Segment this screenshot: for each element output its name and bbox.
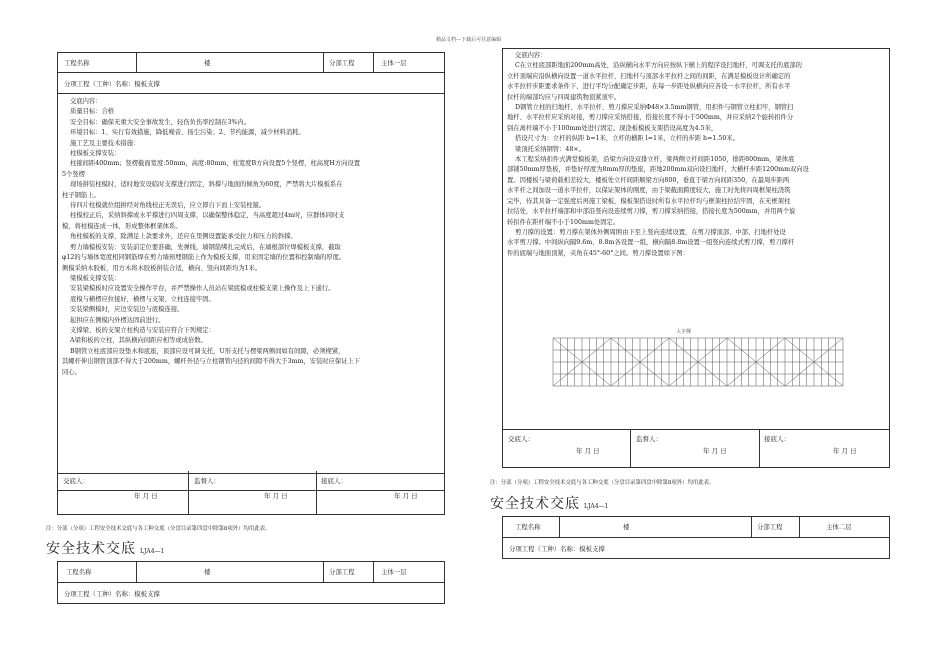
content-line: D钢管立柱的扫地杆、水平拉杆、剪刀撑应采纳Φ48×3.5mm钢管，用扣件与钢管立柱扣牢，钢管扫: [507, 104, 794, 112]
content-line: 部铺50mm厚垫板，并垫好厚度为8mm厚的垫座，距地200mm双向设扫地杆，大横杆步距1200mm双向设: [507, 166, 809, 174]
item-label: 分项工程（工种）名称：模板支撑: [64, 80, 160, 88]
project-name-label: 工程名称: [64, 59, 90, 67]
content-line: 角柱模板的支撑，除满足上款要求外，还应在里侧设置能承受拉力和压力的斜撑。: [62, 233, 297, 241]
receiver-date: 年 月 日: [394, 492, 418, 500]
content-line: 安装梁模板时应设置安全操作平台，并严禁操作人员站在梁底模或柱模支架上操作及上下通行。: [62, 285, 335, 293]
content-line: 转扣件在距杆端不小于100mm处固定。: [507, 218, 620, 226]
next-sub-project-value: 主体二层: [826, 523, 852, 531]
right-disclosure-table: [502, 48, 890, 468]
content-line: 5个竖楞: [62, 170, 85, 178]
diagram-label: 人字撑: [676, 329, 692, 335]
next-title-text: 安全技术交底: [490, 496, 580, 512]
content-line: 本工程采纳扣件式满堂模板架，沿梁方向设双排立杆，梁两侧立杆间距1050，排距800mm，架体底: [507, 156, 795, 164]
content-line: 底模与横楞应拉接好，横楞与支架、立柱连接牢固。: [62, 295, 215, 303]
content-line: 搭设尺寸为：立杆的纵距 b=1米，立杆的横距 l=1米，立杆的步距 h=1.50米。: [507, 135, 739, 143]
next-sub-project-label: 分部工程: [329, 568, 355, 576]
next-project-name-value: 楼: [623, 523, 630, 531]
content-line: 待四片柱模就位组拼经对角线校正无误后，应立即自下而上安装柱箍。: [62, 202, 266, 210]
receiver-label: 接底人：: [321, 477, 347, 485]
content-line: 置。因楼板与梁荷载相差较大，楼板处立杆间距顺梁方向800，垂直于梁方向间距350，在最周步距两: [507, 176, 790, 184]
content-line: 拉结处，水平拉杆端部和中部沿竖向设连续剪刀撑，剪刀撑采纳搭接，搭接长度为500mm，并用两个旋: [507, 208, 796, 216]
supervisor-date: 年 月 日: [703, 447, 727, 455]
content-line: 施工艺及主要技术措施：: [62, 139, 140, 147]
content-line: 柱模校正后，采纳斜撑或水平撑进行四周支撑，以确保整体稳定，当高度超过4m时，应群体同时支: [62, 212, 345, 220]
right-footnote: 注：分部（分项）工程安全技术交底与各工种交底（分盘目录第四盘中除第8项外）均用此表。: [490, 480, 715, 486]
content-line: 起拱应在侧模内外楞达固前进行。: [62, 316, 165, 324]
content-line: 现场拼装柱模时，适时地安设临时支撑进行固定，斜撑与地面的倾角为60度，严禁将大片模板系在: [62, 181, 343, 189]
disclosure-content: [62, 97, 442, 378]
next-item-label: 分项工程（工种）名称：模板支撑: [509, 545, 605, 553]
content-line: 同心。: [62, 368, 81, 376]
content-line: 拉杆的端部均应与四周建筑物顶紧顶牢。: [507, 93, 621, 101]
next-item-label: 分项工程（工种）名称：模板支撑: [64, 590, 160, 598]
content-line: 剪刀撑的设置：剪刀撑在架体外侧周围由下至上竖向连续设置，在剪刀撑顶部、中部、扫地杆处设: [507, 228, 786, 236]
left-next-table: [57, 561, 445, 604]
content-line: 交底内容：: [507, 52, 547, 59]
content-line: B钢管立柱底部应设垫木和底座，顶部应设可调支托，U形支托与楞梁两侧间如有间隙，必须楔紧，: [62, 347, 345, 355]
next-project-name-label: 工程名称: [66, 568, 92, 576]
content-line: 其螺杆伸出钢管顶部不得大于200mm，螺杆外径与立柱钢管内径的间隙不得大于3mm，安装时应保证上下: [62, 358, 361, 366]
scaffold-bracing-diagram: [548, 324, 848, 404]
content-line: 水平拉杆步距要求条件下，进行平均分配确定步距，在每一步距处纵横向应各设一水平拉杆，所有水平: [507, 83, 791, 91]
content-line: 柱箍间距400mm；竖楞截面宽度:50mm，高度:80mm，柱宽度B方向设置5个竖楞，柱高度H方向设置: [62, 160, 361, 168]
supervisor-label: 监督人：: [636, 435, 662, 443]
receiver-label: 接底人：: [764, 435, 790, 443]
receiver-date: 年 月 日: [833, 447, 857, 455]
project-name-value: 楼: [204, 59, 211, 67]
next-project-name-value: 楼: [204, 568, 211, 576]
supervisor-date: 年 月 日: [264, 492, 288, 500]
content-line: 柱模板支撑安装：: [62, 150, 121, 158]
left-signature-row: [57, 471, 445, 515]
next-sub-project-value: 主体一层: [381, 568, 407, 576]
content-line: 水平杆之间加设一道水平拉杆，以保证架体的刚度，由于梁截面跨度较大，施工时先将四周框架柱浇筑: [507, 187, 791, 195]
content-line: 地杆、水平拉杆应采纳对接，剪刀撑应采纳搭接，搭接长度不得小于500mm，并应采纳2个旋转扣件分: [507, 114, 794, 122]
content-line: φ12的与墙体宽度相同钢筋焊在剪力墙预埋钢筋上作为模板支撑，用来固定墙的位置和控制墙的厚度。: [62, 254, 346, 262]
next-title-text: 安全技术交底: [46, 541, 136, 557]
left-footnote: 注：分部（分项）工程安全技术交底与各工种交底（分盘目录第四盘中除第8项外）均用此表。: [46, 526, 271, 532]
next-project-name-label: 工程名称: [515, 523, 541, 531]
discloser-date: 年 月 日: [134, 492, 158, 500]
content-line: 梁顶托采纳钢管：48×。: [507, 145, 585, 153]
content-line: 侧模采纳木胶板，用方木将木胶板拼装合适，横向、竖向间距均为1米。: [62, 264, 262, 272]
next-title-code: LJA4—1: [140, 548, 165, 555]
left-next-title: [46, 538, 164, 558]
right-next-title: [490, 493, 608, 513]
content-line: 梁模板支撑安装：: [62, 274, 121, 282]
content-line: 柱子钢筋上。: [62, 191, 100, 199]
header-note: 精品文档---下载后可任意编辑: [436, 37, 502, 43]
content-line: 支撑梁、板的支架立柱构造与安装应符合下列规定：: [62, 326, 215, 334]
content-line: 件的底端与地面顶紧，夹角在45°-60°之间。剪刀撑设置如下图：: [507, 249, 689, 257]
content-line: 安全目标：确保无重大安全事故发生，轻伤负伤率控制在3%内。: [62, 118, 251, 126]
supervisor-label: 监督人：: [194, 477, 220, 485]
next-title-code: LJA4—1: [584, 503, 609, 510]
sub-project-value: 主体一层: [381, 59, 407, 67]
content-line: 水平剪刀撑。中间纵向隔9.6m、8.8m各设置一组，横向隔8.8m设置一组竖向连续式剪刀撑，剪刀撑杆: [507, 239, 795, 247]
disclosure-content-continued: [507, 51, 887, 259]
discloser-label: 交底人：: [508, 435, 534, 443]
content-line: 环境目标：1、实行有效措施，降低噪音、扬尘污染；2、节约能源，减少材料消耗。: [62, 129, 305, 137]
content-line: A梁和板的立柱，其纵横向间距应相等或成倍数。: [62, 337, 207, 345]
content-line: C在立柱底部距地面200mm高处，沿纵横向水平方向应按纵下横上的程序设扫地杆，可调支托的底部的: [507, 62, 802, 70]
right-next-table: [502, 516, 890, 559]
content-line: 完毕，待其具备一定强度后再施工梁板，模板架搭设时所有水平拉杆均与框架柱拉结牢固，在无框架柱: [507, 197, 791, 205]
content-line: 交底内容：: [62, 98, 102, 105]
sub-project-label: 分部工程: [329, 59, 355, 67]
content-line: 模，将柱模连成一体，形成整体框架体系。: [62, 222, 182, 230]
next-sub-project-label: 分部工程: [757, 523, 783, 531]
content-line: 安装梁侧模时，应边安装边与底模连接。: [62, 306, 184, 314]
left-disclosure-table: [57, 52, 445, 491]
content-line: 剪力墙模板安装：安装前定位要准确，先弹线，墙钢筋绑扎完成后，在墙根部位焊模板支撑，截取: [62, 243, 341, 251]
content-line: 立杆顶端应沿纵横向设置一道水平拉杆，扫地杆与顶部水平拉杆之间的间距，在满足模板设计所确定的: [507, 72, 791, 80]
content-line: 质量目标：合格: [62, 108, 115, 116]
content-line: 别在离杆端不小于100mm处进行固定。现浇板模板支架搭设高度为4.5米，: [507, 124, 718, 132]
discloser-date: 年 月 日: [576, 447, 600, 455]
discloser-label: 交底人：: [63, 477, 89, 485]
